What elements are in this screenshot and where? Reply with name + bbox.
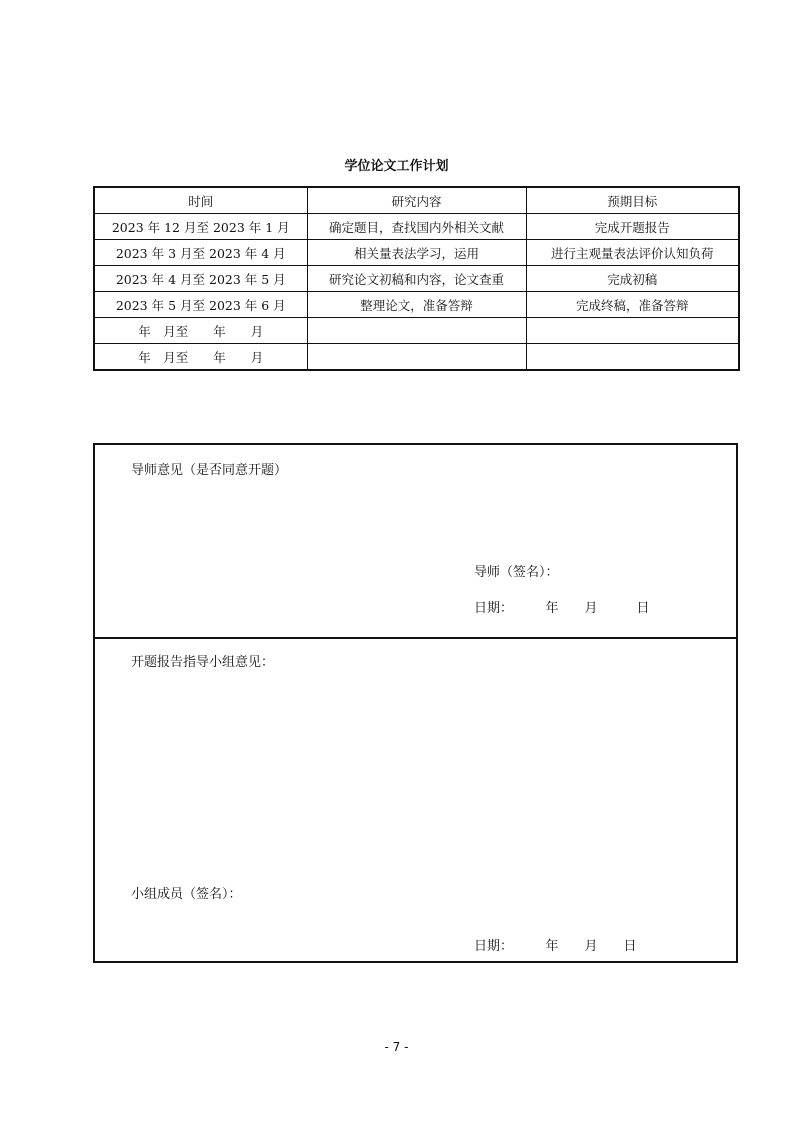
group-signature-label: 小组成员（签名）： (131, 887, 242, 902)
table-row (94, 266, 739, 292)
cell-time: 年 月至 年 月 (94, 344, 307, 371)
advisor-opinion-heading: 导师意见（是否同意开题） (131, 463, 288, 478)
table-row (94, 318, 739, 344)
group-opinion-heading: 开题报告指导小组意见： (131, 655, 275, 670)
advisor-opinion-box (93, 443, 738, 639)
cell-goal: 完成初稿 (526, 266, 739, 292)
header-goal: 预期目标 (526, 187, 739, 214)
header-content: 研究内容 (307, 187, 526, 214)
group-opinion-box (93, 635, 738, 963)
cell-content (307, 318, 526, 344)
cell-content: 研究论文初稿和内容，论文查重 (307, 266, 526, 292)
cell-goal: 完成终稿，准备答辩 (526, 292, 739, 318)
advisor-signature-label: 导师（签名）： (474, 565, 559, 580)
cell-goal: 完成开题报告 (526, 214, 739, 240)
cell-time: 2023 年 5 月至 2023 年 6 月 (94, 292, 307, 318)
table-row (94, 240, 739, 266)
cell-time: 2023 年 12 月至 2023 年 1 月 (94, 214, 307, 240)
table-header-row (94, 187, 739, 214)
cell-content: 相关量表法学习，运用 (307, 240, 526, 266)
cell-content: 整理论文，准备答辩 (307, 292, 526, 318)
table-row (94, 214, 739, 240)
advisor-date-label: 日期： 年 月 日 (474, 601, 650, 616)
cell-goal (526, 344, 739, 371)
cell-time: 2023 年 3 月至 2023 年 4 月 (94, 240, 307, 266)
cell-content (307, 344, 526, 371)
table-row (94, 292, 739, 318)
table-row (94, 344, 739, 371)
cell-goal: 进行主观量表法评价认知负荷 (526, 240, 739, 266)
cell-goal (526, 318, 739, 344)
cell-time: 年 月至 年 月 (94, 318, 307, 344)
cell-time: 2023 年 4 月至 2023 年 5 月 (94, 266, 307, 292)
work-plan-table (93, 186, 740, 371)
cell-content: 确定题目，查找国内外相关文献 (307, 214, 526, 240)
page-number: - 7 - (384, 1040, 409, 1054)
plan-title: 学位论文工作计划 (344, 159, 449, 174)
header-time: 时间 (94, 187, 307, 214)
group-date-label: 日期： 年 月 日 (474, 939, 637, 954)
